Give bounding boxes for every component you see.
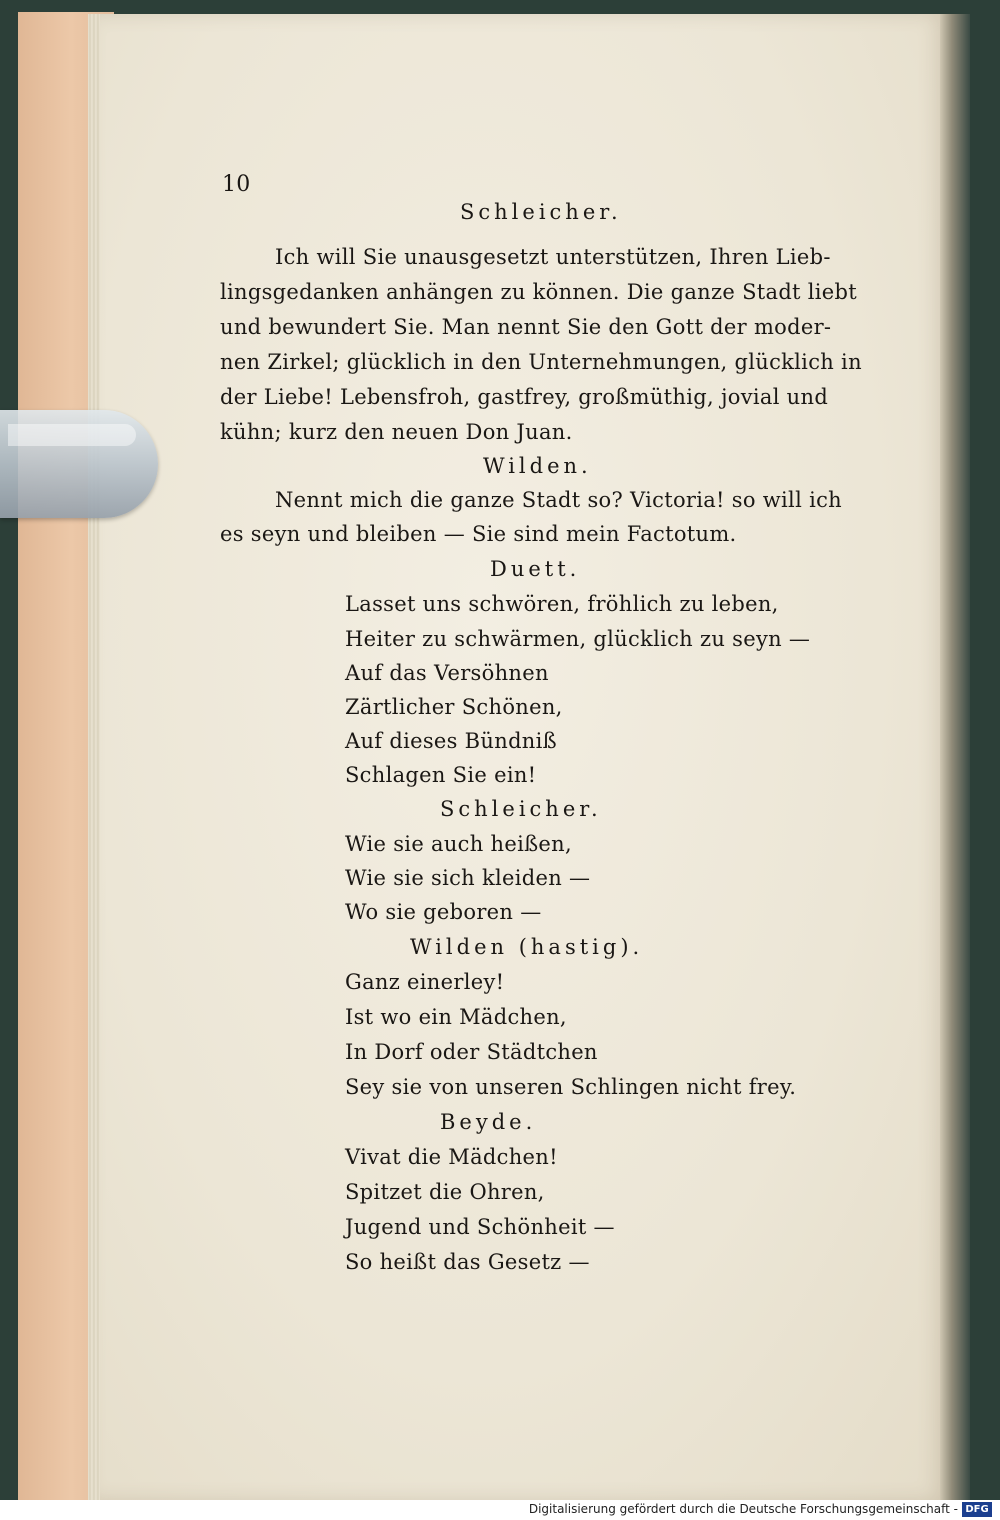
verse-line: Wie sie auch heißen, [345,832,572,856]
page-clip [0,410,158,518]
text-line: es seyn und bleiben — Sie sind mein Factotum. [220,522,737,546]
text-line: Ich will Sie unausgesetzt unterstützen, Ihren Lieb- [275,245,831,269]
section-heading: Duett. [490,557,581,581]
speaker-heading: Wilden. [483,454,592,478]
verse-line: Heiter zu schwärmen, glücklich zu seyn — [345,627,811,651]
page-number: 10 [222,172,251,197]
verse-line: Ganz einerley! [345,970,505,994]
verse-line: Lasset uns schwören, fröhlich zu leben, [345,592,779,616]
verse-line: Ist wo ein Mädchen, [345,1005,567,1029]
verse-line: Wo sie geboren — [345,900,542,924]
speaker-heading: Wilden (hastig). [410,935,644,959]
text-line: lingsgedanken anhängen zu können. Die ganze Stadt liebt [220,280,858,304]
verse-line: So heißt das Gesetz — [345,1250,590,1274]
verse-line: Spitzet die Ohren, [345,1180,545,1204]
verse-line: Auf dieses Bündniß [345,729,557,753]
dfg-logo: DFG [962,1502,992,1517]
verse-line: Wie sie sich kleiden — [345,866,591,890]
verse-line: In Dorf oder Städtchen [345,1040,598,1064]
verse-line: Zärtlicher Schönen, [345,695,563,719]
verse-line: Auf das Versöhnen [345,661,549,685]
speaker-heading: Schleicher. [460,200,622,224]
digitization-footer [0,1500,1000,1520]
book-page [100,14,948,1500]
footer-credit: Digitalisierung gefördert durch die Deutsche Forschungsgemeinschaft - [528,1502,958,1516]
text-line: der Liebe! Lebensfroh, gastfrey, großmüthig, jovial und [220,385,829,409]
text-line: nen Zirkel; glücklich in den Unternehmungen, glücklich in [220,350,862,374]
verse-line: Schlagen Sie ein! [345,763,537,787]
text-line: Nennt mich die ganze Stadt so? Victoria! so will ich [275,488,842,512]
speaker-heading: Schleicher. [440,797,602,821]
text-line: und bewundert Sie. Man nennt Sie den Gott der moder- [220,315,832,339]
speaker-heading: Beyde. [440,1110,537,1134]
gutter-shadow [940,14,970,1500]
verse-line: Sey sie von unseren Schlingen nicht frey. [345,1075,797,1099]
verse-line: Vivat die Mädchen! [345,1145,558,1169]
verse-line: Jugend und Schönheit — [345,1215,615,1239]
text-line: kühn; kurz den neuen Don Juan. [220,420,573,444]
